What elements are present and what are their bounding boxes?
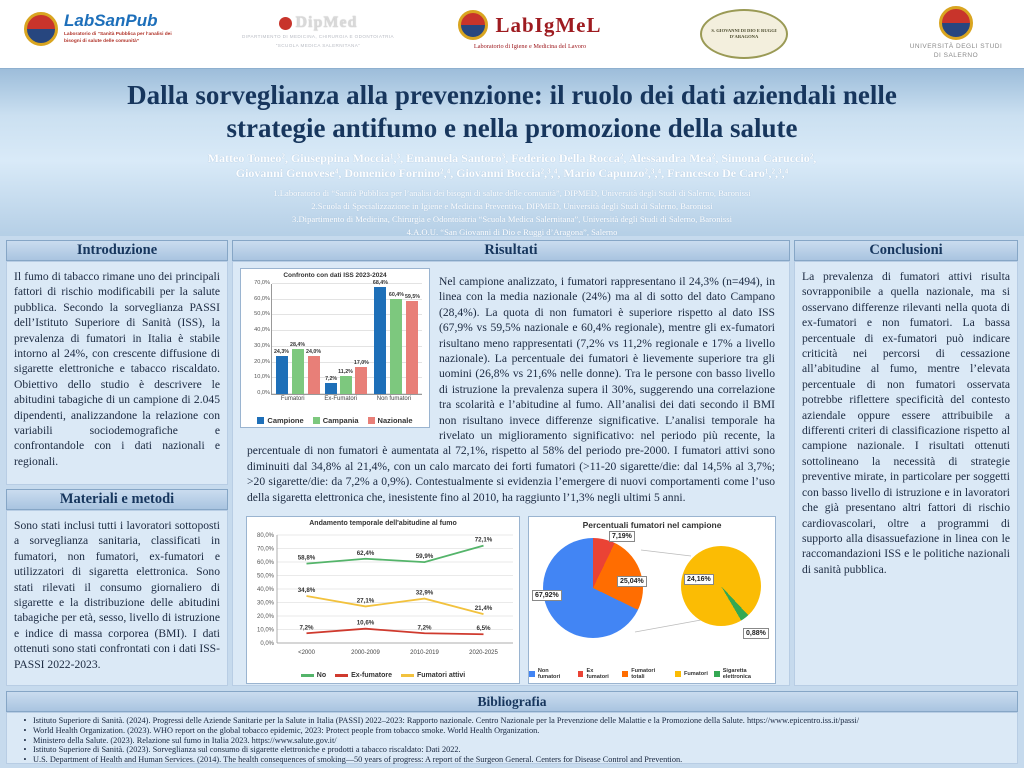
svg-text:50,0%: 50,0%	[256, 573, 274, 580]
labsanpub-crest-icon	[24, 12, 58, 46]
dipmed-logo	[228, 14, 408, 50]
bullet-icon: •	[23, 735, 27, 745]
legend-item: Campione	[257, 416, 303, 425]
legend-item: Fumatori	[675, 671, 708, 677]
bullet-icon: •	[23, 755, 27, 765]
pie-label-sigaretta-elettronica: 0,88%	[743, 628, 769, 639]
poster-title-line1: Dalla sorveglianza alla prevenzione: il ruolo dei dati aziendali nelle	[127, 80, 897, 110]
line-chart	[246, 516, 520, 684]
svg-text:0,0%: 0,0%	[260, 641, 274, 648]
svg-text:59,9%: 59,9%	[415, 553, 434, 561]
charts-row	[240, 512, 782, 684]
labigmel-subtitle: Laboratorio di Igiene e Medicina del Lavoro	[473, 43, 587, 50]
svg-text:70,0%: 70,0%	[256, 546, 274, 553]
bar-chart-x-axis: Fumatori Ex-Fumatori Non fumatori	[280, 396, 412, 402]
line-chart-legend	[247, 672, 519, 679]
pie-label-fumatori-totali: 25,04%	[617, 576, 647, 587]
section-body-materiali	[6, 510, 228, 686]
authors-line2: Giovanni Genovese⁴, Domenico Fornino²,⁴, Giovanni Boccia²,³,⁴, Mario Capunzo²,³,⁴, Francesco De Caro¹,²,³,⁴	[235, 166, 789, 181]
svg-text:2010-2019: 2010-2019	[410, 650, 439, 657]
svg-text:<2000: <2000	[298, 650, 315, 657]
unisa-title-1: UNIVERSITÀ DEGLI STUDI	[909, 43, 1003, 50]
bibliografia-item: • Istituto Superiore di Sanità. (2023). Sorveglianza sul consumo di sigarette elettroniche e prodotti a tabacco riscaldato: Dati 2022.	[17, 745, 1007, 755]
legend-item: No	[301, 672, 326, 679]
legend-item: Fumatori totali	[622, 668, 669, 680]
labigmel-logo	[435, 10, 625, 50]
dipmed-subtitle-1: DIPARTIMENTO DI MEDICINA, CHIRURGIA E ODONTOIATRIA	[241, 34, 395, 39]
dipmed-subtitle-2: “SCUOLA MEDICA SALERNITANA”	[275, 42, 361, 48]
pie-main	[543, 538, 643, 638]
svg-text:60,0%: 60,0%	[256, 560, 274, 567]
bibliografia-item: • Istituto Superiore di Sanità. (2024). Progressi delle Aziende Sanitarie per la Salute in Italia (PASSI) 2022–2023: Rapporto nazionale. Centro Nazionale per la Prevenzione delle Malattie e la Promozione della Salute. https://www.epicentro.iss.it/passi/	[17, 716, 1007, 726]
unisa-crest-icon	[939, 6, 973, 40]
section-header-introduzione: Introduzione	[6, 240, 228, 261]
bibliografia-list	[6, 712, 1018, 764]
bibliografia-item: • Ministero della Salute. (2023). Relazione sul fumo in Italia 2023. https://www.salute.gov.it/	[17, 736, 1007, 746]
authors-block	[0, 151, 1024, 182]
svg-text:20,0%: 20,0%	[256, 614, 274, 621]
pie-label-fumatori: 24,16%	[684, 574, 714, 585]
labsanpub-logo	[24, 12, 174, 46]
svg-text:40,0%: 40,0%	[256, 587, 274, 594]
bibliografia-item: • U.S. Department of Health and Human Services. (2014). The health consequences of smoking—50 years of progress: A report of the Surgeon General. Centers for Disease Control and Prevention.	[17, 755, 1007, 765]
legend-item: Ex fumatori	[578, 668, 617, 680]
dipmed-caduceus-icon	[279, 17, 292, 30]
pie-chart	[528, 516, 776, 684]
svg-text:2000-2009: 2000-2009	[351, 650, 380, 657]
aou-oval-icon: S. GIOVANNI DI DIO E RUGGI D’ARAGONA	[700, 9, 788, 59]
legend-item: Sigaretta elettronica	[714, 668, 775, 680]
bullet-icon: •	[23, 745, 27, 755]
legend-item: Fumatori attivi	[401, 672, 465, 679]
bar-chart	[240, 268, 430, 428]
affiliations-block	[0, 187, 1024, 239]
affiliation-2: 2.Scuola di Specializzazione in Igiene e Medicina Preventiva, DIPMED, Università degli Studi di Salerno, Baronissi	[311, 200, 713, 211]
pie-secondary	[681, 546, 761, 626]
bullet-icon: •	[23, 725, 27, 735]
bibliografia-item: • World Health Organization. (2023). WHO report on the global tobacco epidemic, 2023: Protect people from tobacco smoke. World Health Organization.	[17, 726, 1007, 736]
bar-chart-plot: 0,0% 10,0% 20,0% 30,0% 40,0% 50,0% 60,0% 70,0% 24,3% 28,4% 24,0% 7,2% 11,2% 17,0% 68,4% 60,4% 59,5%	[271, 284, 422, 395]
line-chart-plot	[247, 527, 519, 670]
svg-text:30,0%: 30,0%	[256, 600, 274, 607]
poster-title	[0, 79, 1024, 145]
risultati-text: Nel campione analizzato, i fumatori rappresentano il 24,3% (n=494), in linea con la media nazionale (24%) ma al di sotto del dato Campano (28,4%). La quota di non fumatori è superiore rispetto al dato ISS (67,9% vs 59,5% nazionale e 60,4% regionale), mentre gli ex-fumatori risultano meno rappresentati (7,2% vs 11,2% regionale e 17% a livello nazionale). La percentuale dei fumatori è lievemente superiore tra gli uomini (26,8% vs 21,6% nelle donne). Tra le persone con basso livello di istruzione la prevalenza supera il 30%, suggerendo una correlazione tra scolarità e l’abitudine al fumo. All’analisi dei dati secondo il BMI non risultano invece differenze significative. L’analisi temporale ha rivelato un miglioramento significativo: nel periodo più recente, la percentuale di non fumatori è aumentata al 72,1%, rispetto al 58% del periodo pre-2000. I fumatori attivi sono diminuiti dal 34,8% al 21,4%, con un calo marcato dei forti fumatori (>11-20 sigarette/die: dal 14,5% al 3,7%; >20 sigarette/die: da 7,2% a 0,9%). Contestualmente si evidenzia l’emergere di nuovi comportamenti come l’uso della sigaretta elettronica che, inesistente fino al 2010, ha raggiunto l’1,3% negli ultimi 5 anni.	[247, 275, 775, 504]
section-header-conclusioni: Conclusioni	[794, 240, 1018, 261]
svg-text:6,5%: 6,5%	[476, 625, 491, 633]
section-header-materiali: Materiali e metodi	[6, 489, 228, 510]
introduzione-text: Il fumo di tabacco rimane uno dei principali fattori di rischio modificabili per la salute pubblica. Secondo la sorveglianza PASSI dell’Istituto Superiore di Sanità (ISS), la prevalenza di fumatori in Italia è stabile intorno al 24%, con crescente diffusione di sigarette elettroniche e tabacco riscaldato. Obiettivo dello studio è descrivere le abitudini tabagiche di un campione di 2.045 dipendenti, analizzandone la relazione con variabili sociodemografiche e confrontandole con i dati nazionali e regionali.	[14, 270, 220, 468]
svg-text:21,4%: 21,4%	[474, 605, 493, 613]
affiliation-4: 4.A.O.U. “San Giovanni di Dio e Ruggi d’Aragona”, Salerno	[406, 226, 618, 237]
title-band	[0, 68, 1024, 236]
bar-chart-legend	[241, 416, 429, 425]
unisa-title-2: DI SALERNO	[933, 51, 979, 59]
section-header-risultati: Risultati	[232, 240, 790, 261]
legend-item: Nazionale	[368, 416, 413, 425]
authors-line1: Matteo Tomeo², Giuseppina Moccia¹,³, Emanuela Santoro³, Federico Della Rocca², Alessandra Mea², Simona Caruccio²,	[207, 150, 817, 165]
svg-text:72,1%: 72,1%	[474, 536, 493, 544]
poster-title-line2: strategie antifumo e nella promozione della salute	[226, 112, 798, 143]
labsanpub-subtitle: Laboratorio di “Sanità Pubblica per l’analisi dei bisogni di salute delle comunità”	[64, 32, 172, 44]
legend-item: Non fumatori	[529, 668, 572, 680]
legend-item: Campania	[313, 416, 359, 425]
svg-text:10,6%: 10,6%	[356, 619, 375, 627]
affiliation-1: 1.Laboratorio di “Sanità Pubblica per l’analisi dei bisogni di salute delle comunità”, DIPMED, Università degli Studi di Salerno, Baronissi	[273, 188, 751, 199]
line-chart-title: Andamento temporale dell'abitudine al fumo	[309, 520, 457, 528]
svg-text:27,1%: 27,1%	[356, 597, 375, 605]
conclusioni-text: La prevalenza di fumatori attivi risulta sovrapponibile a quella nazionale, ma si osservano differenze rilevanti nella quota di ex-fumatori e non fumatori. La bassa percentuale di ex-fumatori può indicare criticità nei percorsi di cessazione all’abitudine al fumo, mentre l’elevata percentuale di non fumatori osservata potrebbe riflettere specificità del contesto aziendale oppure essere attribuibile a differenti criteri di classificazione rispetto al campione nazionale. I risultati ottenuti sottolineano la necessità di strategie preventive mirate, in particolare per soggetti con basso livello di istruzione e in lavoratori che già presentano altri fattori di rischio cardiovascolari, oltre a programmi di supporto alla disassuefazione in linea con le raccomandazioni ISS e le politiche nazionali di sanità pubblica.	[802, 270, 1010, 576]
legend-item: Ex-fumatore	[335, 672, 392, 679]
pie-chart-title: Percentuali fumatori nel campione	[582, 520, 722, 531]
svg-text:2020-2025: 2020-2025	[469, 650, 498, 657]
svg-text:7,2%: 7,2%	[299, 624, 314, 632]
svg-text:34,8%: 34,8%	[297, 587, 316, 595]
pie-label-non-fumatori: 67,92%	[532, 590, 562, 601]
bullet-icon: •	[23, 716, 27, 725]
header-logo-strip	[0, 0, 1024, 68]
labigmel-title: LabIgMeL	[495, 12, 602, 37]
section-body-risultati	[232, 261, 790, 686]
pie-chart-content	[529, 530, 775, 648]
labigmel-crest-icon	[458, 10, 488, 40]
pie-chart-legend	[529, 668, 775, 680]
svg-text:10,0%: 10,0%	[256, 627, 274, 634]
materiali-text: Sono stati inclusi tutti i lavoratori sottoposti a sorveglianza sanitaria, classificati in fumatori, non fumatori, ex-fumatori e utilizzatori di sigaretta elettronica. Sono stati rilevati il consumo giornaliero di sigarette e la distribuzione delle abitudini tabagiche per età, sesso, livello di istruzione e indice di massa corporea (BMI). I dati ottenuti sono stati confrontati con i dati ISS-PASSI 2022-2023.	[14, 519, 220, 671]
svg-text:7,2%: 7,2%	[417, 624, 432, 632]
labsanpub-title: LabSanPub	[64, 11, 158, 31]
affiliation-3: 3.Dipartimento di Medicina, Chirurgia e Odontoiatria “Scuola Medica Salernitana”, Università degli Studi di Salerno, Baronissi	[292, 213, 732, 224]
unisa-logo	[895, 6, 1017, 61]
svg-text:58,8%: 58,8%	[297, 554, 316, 562]
section-body-introduzione	[6, 261, 228, 485]
pie-label-ex-fumatori: 7,19%	[609, 531, 635, 542]
svg-text:32,9%: 32,9%	[415, 589, 434, 597]
svg-text:62,4%: 62,4%	[356, 549, 375, 557]
bar-chart-title: Confronto con dati ISS 2023-2024	[283, 272, 387, 279]
section-body-conclusioni	[794, 261, 1018, 686]
aou-logo	[700, 9, 788, 59]
dipmed-title: DipMed	[295, 14, 358, 31]
svg-text:80,0%: 80,0%	[256, 533, 274, 540]
section-header-bibliografia: Bibliografia	[6, 691, 1018, 712]
